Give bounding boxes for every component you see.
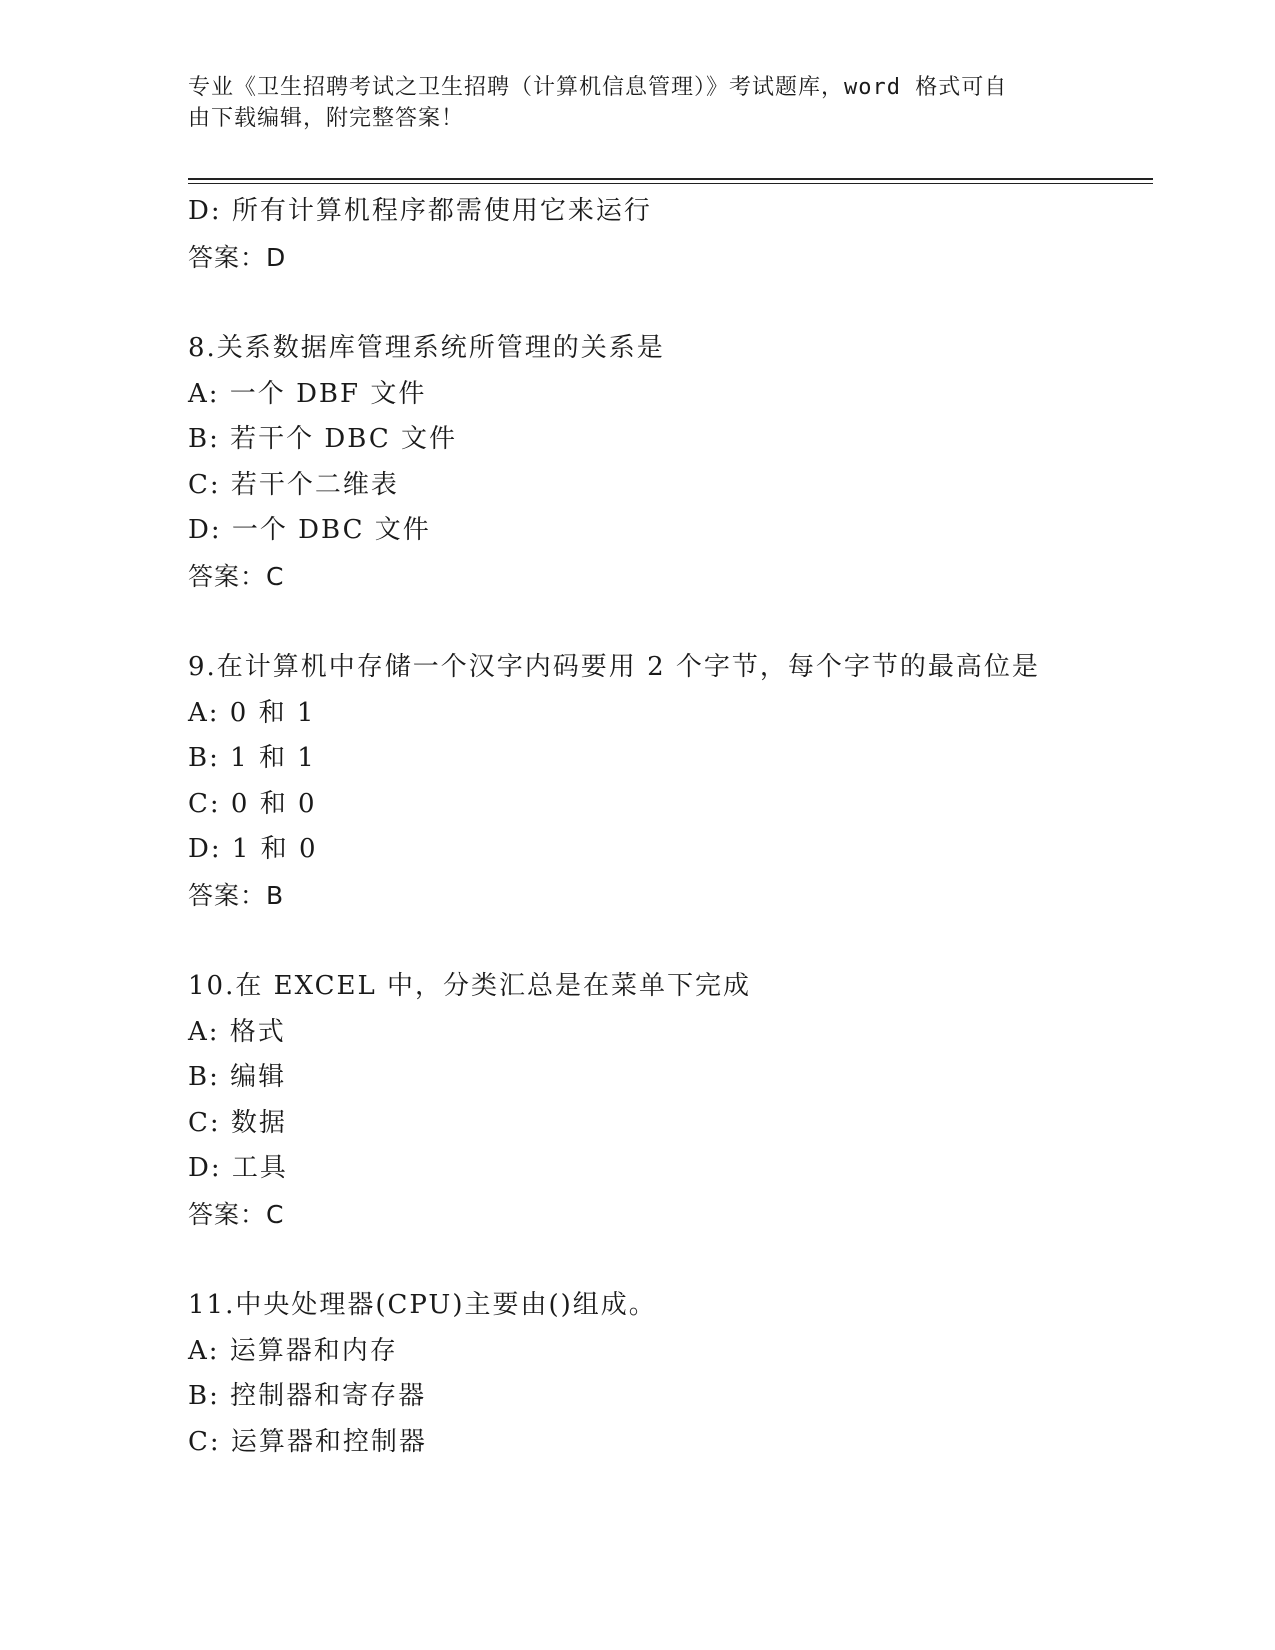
header-line-2: 由下载编辑，附完整答案！ bbox=[188, 106, 465, 131]
option-d: D: 1 和 0 bbox=[188, 834, 318, 864]
option-c: C: 数据 bbox=[188, 1107, 287, 1138]
question-carryover bbox=[188, 189, 1148, 280]
question-11 bbox=[188, 1283, 1148, 1465]
question-10 bbox=[188, 964, 1148, 1237]
question-list bbox=[188, 189, 1148, 1465]
option-a: A: 格式 bbox=[188, 1016, 286, 1047]
spacer bbox=[188, 918, 1148, 964]
option-b: B: 控制器和寄存器 bbox=[188, 1381, 427, 1411]
spacer bbox=[188, 1237, 1148, 1283]
option-c: C: 若干个二维表 bbox=[188, 469, 399, 500]
header-divider-thin bbox=[188, 183, 1153, 184]
question-8 bbox=[188, 326, 1148, 599]
option-d: D: 工具 bbox=[188, 1153, 288, 1183]
option-c: C: 运算器和控制器 bbox=[188, 1426, 427, 1457]
answer-text: 答案：D bbox=[188, 242, 287, 272]
option-a: A: 一个 DBF 文件 bbox=[188, 378, 427, 409]
option-c: C: 0 和 0 bbox=[188, 788, 317, 819]
option-a: A: 0 和 1 bbox=[188, 697, 316, 728]
question-text: 8.关系数据库管理系统所管理的关系是 bbox=[188, 333, 665, 363]
option-b: B: 若干个 DBC 文件 bbox=[188, 424, 457, 454]
question-text: 9.在计算机中存储一个汉字内码要用 2 个字节，每个字节的最高位是 bbox=[188, 652, 1040, 682]
option-d: D: 一个 DBC 文件 bbox=[188, 515, 431, 545]
answer-text: 答案：C bbox=[188, 1199, 285, 1229]
question-text: 10.在 EXCEL 中，分类汇总是在菜单下完成 bbox=[188, 971, 752, 1001]
header-line-1: 专业《卫生招聘考试之卫生招聘（计算机信息管理）》考试题库，word 格式可自 bbox=[188, 75, 1008, 100]
option-b: B: 1 和 1 bbox=[188, 743, 316, 773]
answer-text: 答案：C bbox=[188, 561, 285, 591]
spacer bbox=[188, 599, 1148, 645]
header-divider-thick bbox=[188, 178, 1153, 180]
option-b: B: 编辑 bbox=[188, 1062, 287, 1092]
answer-text: 答案：B bbox=[188, 880, 285, 910]
question-9 bbox=[188, 645, 1148, 918]
spacer bbox=[188, 280, 1148, 326]
question-text: 11.中央处理器(CPU)主要由()组成。 bbox=[188, 1290, 657, 1320]
document-header bbox=[188, 72, 1068, 134]
option-a: A: 运算器和内存 bbox=[188, 1335, 398, 1366]
option-d: D: 所有计算机程序都需使用它来运行 bbox=[188, 196, 652, 226]
